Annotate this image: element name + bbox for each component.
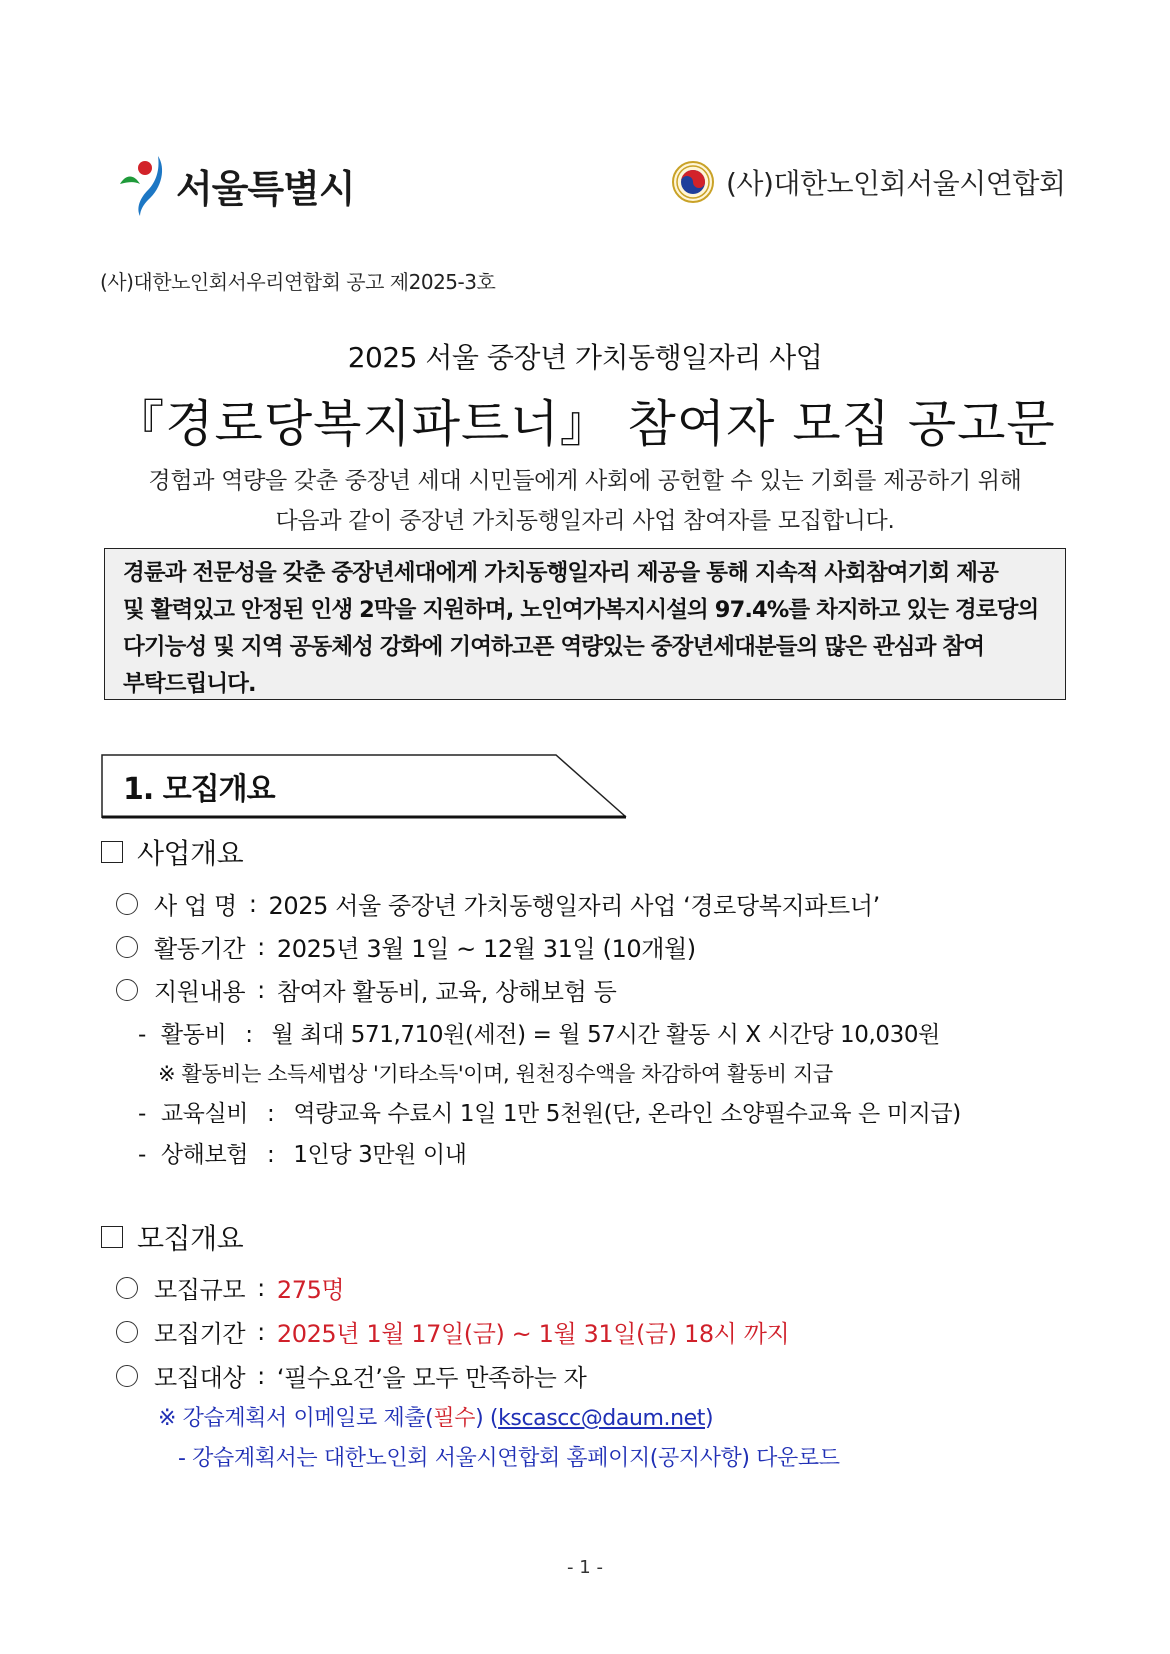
square-bullet-icon <box>101 841 123 863</box>
dash-bullet: - <box>138 1022 146 1048</box>
subsection-business-overview <box>101 832 243 872</box>
intro-text-line-2: 다음과 같이 중장년 가치동행일자리 사업 참여자를 모집합니다. <box>275 508 895 534</box>
colon: : <box>257 932 265 961</box>
subsection-recruitment-overview <box>101 1217 243 1257</box>
notice-number: (사)대한노인회서우리연합회 공고 제2025-3호 <box>100 270 496 294</box>
colon: : <box>257 975 265 1004</box>
taegeuk-emblem-icon <box>672 161 714 203</box>
required-label: 필수 <box>433 1406 476 1431</box>
circle-bullet-icon <box>116 1365 138 1387</box>
colon: : <box>267 1101 275 1127</box>
circle-bullet-icon <box>116 893 138 915</box>
business-name-row <box>116 886 880 921</box>
circle-bullet-icon <box>116 979 138 1001</box>
subsection-title: 모집개요 <box>137 1222 244 1255</box>
circle-bullet-icon <box>116 936 138 958</box>
senior-association-logo <box>672 160 1065 204</box>
callout-line: 부탁드립니다. <box>123 671 256 697</box>
insurance-detail <box>138 1136 467 1169</box>
document-title: 『경로당복지파트너』 참여자 모집 공고문 <box>114 395 1056 453</box>
page-number: - 1 - <box>567 1557 603 1578</box>
document-subtitle: 2025 서울 중장년 가치동행일자리 사업 <box>347 341 823 374</box>
row-label: 사 업 명 <box>154 892 237 920</box>
section-header-recruitment-overview <box>101 754 627 818</box>
row-label: 모집기간 <box>154 1320 246 1348</box>
recruitment-period-value: 2025년 1월 17일(금) ~ 1월 31일(금) 18시 까지 <box>276 1320 790 1348</box>
row-label: 지원내용 <box>154 978 246 1006</box>
dash-bullet: - <box>138 1101 146 1127</box>
lesson-plan-download-note: - 강습계획서는 대한노인회 서울시연합회 홈페이지(공지사항) 다운로드 <box>178 1446 840 1471</box>
section-title: 1. 모집개요 <box>123 772 275 807</box>
activity-period-row <box>116 929 696 964</box>
callout-line: 및 활력있고 안정된 인생 2막을 지원하며, 노인여가복지시설의 97.4%를 차지하고 있는 경로당의 <box>123 597 1039 623</box>
row-label: 모집대상 <box>154 1364 246 1392</box>
row-label: 활동기간 <box>154 935 246 963</box>
row-value: 2025 서울 중장년 가치동행일자리 사업 ‘경로당복지파트너’ <box>268 892 880 920</box>
square-bullet-icon <box>101 1226 123 1248</box>
colon: : <box>248 889 257 918</box>
email-link[interactable]: kscascc@daum.net <box>498 1406 706 1431</box>
note-text: ) ( <box>475 1406 499 1431</box>
recruitment-target-row <box>116 1358 586 1393</box>
detail-value: 월 최대 571,710원(세전) = 월 57시간 활동 시 X 시간당 10,030원 <box>271 1022 940 1048</box>
seoul-city-logo <box>118 150 355 220</box>
callout-line: 경륜과 전문성을 갖춘 중장년세대에게 가치동행일자리 제공을 통해 지속적 사회참여기회 제공 <box>123 560 998 586</box>
subsection-title: 사업개요 <box>137 837 244 870</box>
colon: : <box>257 1273 265 1302</box>
detail-label: 상해보험 <box>160 1142 249 1168</box>
detail-value: 1인당 3만원 이내 <box>293 1142 467 1168</box>
intro-text-line-1: 경험과 역량을 갖춘 중장년 세대 시민들에게 사회에 공헌할 수 있는 기회를 제공하기 위해 <box>148 468 1022 494</box>
recruitment-size-value: 275명 <box>276 1276 345 1304</box>
purpose-callout-box <box>104 548 1066 700</box>
colon: : <box>257 1317 265 1346</box>
row-value: 참여자 활동비, 교육, 상해보험 등 <box>276 978 617 1006</box>
circle-bullet-icon <box>116 1321 138 1343</box>
seoul-emblem-icon <box>118 154 170 216</box>
row-value: 2025년 3월 1일 ~ 12월 31일 (10개월) <box>276 935 696 963</box>
colon: : <box>245 1022 253 1048</box>
education-fee-detail <box>138 1095 961 1128</box>
detail-label: 교육실비 <box>160 1101 249 1127</box>
row-label: 모집규모 <box>154 1276 246 1304</box>
association-name: (사)대한노인회서울시연합회 <box>726 167 1066 200</box>
note-text: ※ 강습계획서 이메일로 제출( <box>158 1406 434 1431</box>
circle-bullet-icon <box>116 1277 138 1299</box>
seoul-logo-text: 서울특별시 <box>176 166 355 211</box>
detail-value: 역량교육 수료시 1일 1만 5천원(단, 온라인 소양필수교육 은 미지급) <box>293 1101 961 1127</box>
lesson-plan-submission-note <box>158 1401 713 1432</box>
row-value: ‘필수요건’을 모두 만족하는 자 <box>276 1364 587 1392</box>
colon: : <box>257 1361 265 1390</box>
callout-line: 다기능성 및 지역 공동체성 강화에 기여하고픈 역량있는 중장년세대분들의 많은 관심과 참여 <box>123 634 985 660</box>
colon: : <box>267 1142 275 1168</box>
dash-bullet: - <box>138 1142 146 1168</box>
detail-label: 활동비 <box>160 1022 227 1048</box>
support-content-row <box>116 972 616 1007</box>
note-text: ) <box>705 1406 714 1431</box>
recruitment-period-row <box>116 1314 789 1349</box>
recruitment-size-row <box>116 1270 344 1305</box>
activity-fee-detail <box>138 1016 940 1049</box>
activity-fee-tax-note: ※ 활동비는 소득세법상 '기타소득'이며, 원천징수액을 차감하여 활동비 지급 <box>158 1062 833 1086</box>
